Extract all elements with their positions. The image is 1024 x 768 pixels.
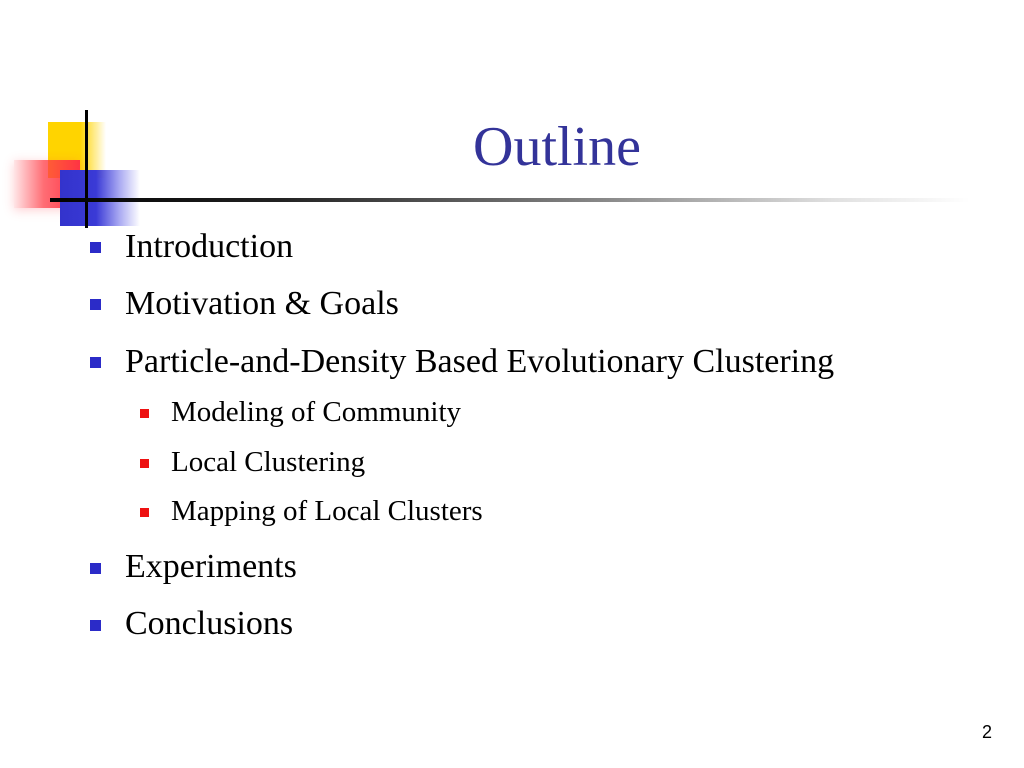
bullet-item-introduction: Introduction	[125, 228, 294, 265]
sub-bullet-square-icon	[140, 508, 149, 517]
bullet-item-conclusions: Conclusions	[125, 605, 294, 642]
sub-bullet-square-icon	[140, 459, 149, 468]
slide-title: Outline	[473, 116, 641, 178]
sub-item-local-clustering: Local Clustering	[171, 446, 366, 478]
vertical-rule	[85, 110, 88, 228]
sub-item-mapping-local-clusters: Mapping of Local Clusters	[171, 495, 483, 527]
bullet-square-icon	[90, 563, 101, 574]
page-number: 2	[981, 722, 992, 742]
bullet-item-motivation: Motivation & Goals	[125, 285, 399, 322]
bullet-square-icon	[90, 620, 101, 631]
sub-item-modeling-community: Modeling of Community	[171, 396, 461, 428]
bullet-square-icon	[90, 357, 101, 368]
bullet-item-clustering: Particle-and-Density Based Evolutionary Clustering	[125, 343, 835, 380]
title-underline-rule	[50, 198, 970, 202]
sub-bullet-square-icon	[140, 409, 149, 418]
bullet-square-icon	[90, 242, 101, 253]
bullet-square-icon	[90, 299, 101, 310]
bullet-item-experiments: Experiments	[125, 548, 297, 585]
